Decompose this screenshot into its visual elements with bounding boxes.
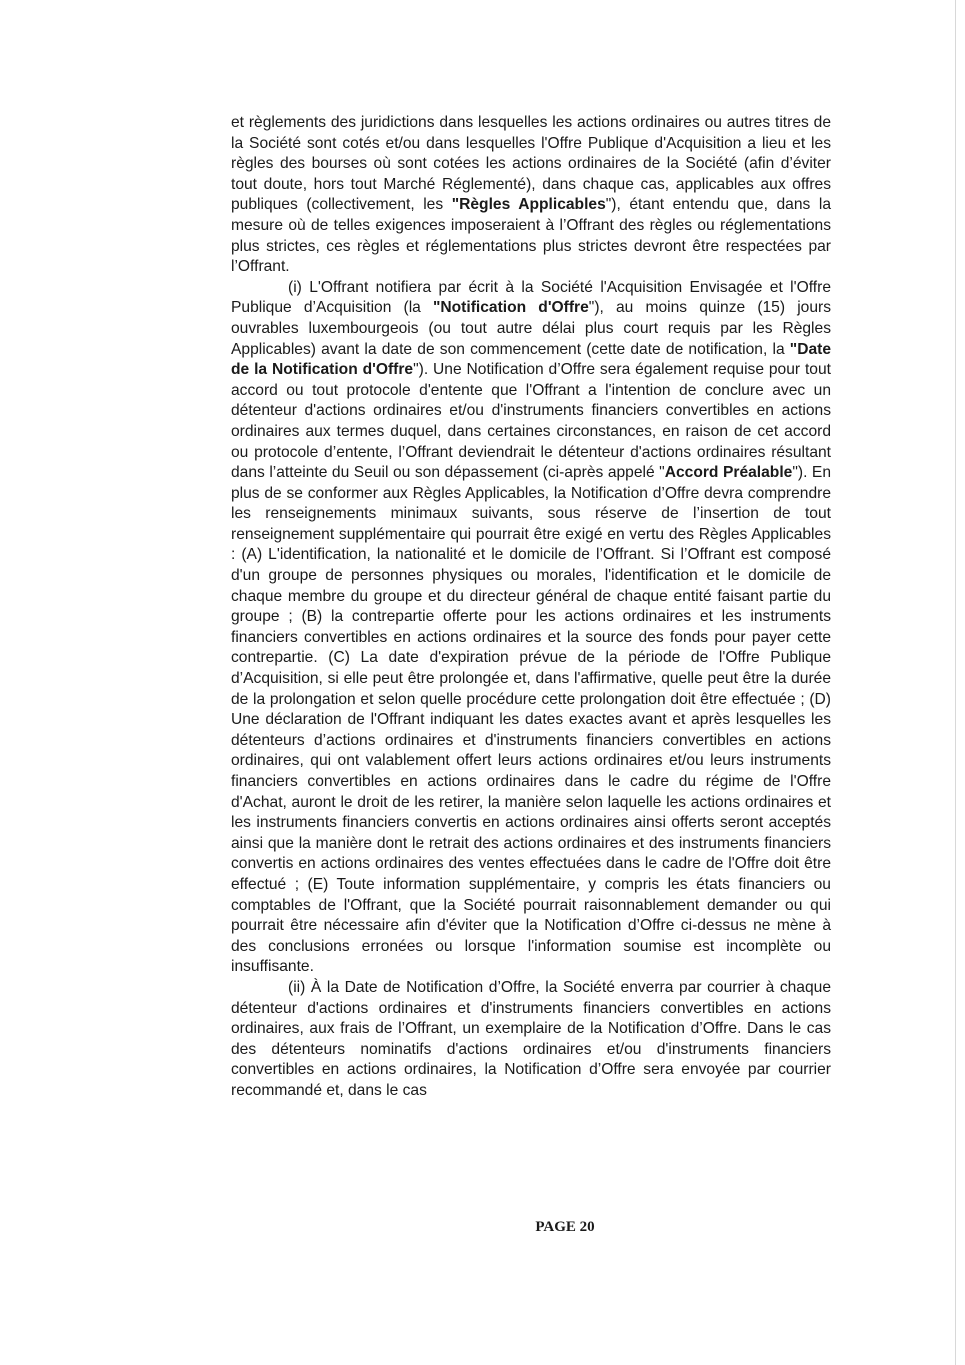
- page-number: PAGE 20: [535, 1219, 595, 1235]
- paragraph-3: [231, 978, 831, 1102]
- document-body: [231, 113, 831, 1102]
- term-date-notification-offre: "Date de la Notification d'Offre: [231, 340, 831, 379]
- term-regles-applicables: "Règles Applicables: [451, 196, 606, 214]
- paragraph-1-text-2: "), étant entendu que, dans la mesure où de telles exigences imposeraient à l’Offrant des règles ou réglementations plus strictes, ces règles et réglementations plus strictes devront être respectées par l’Offrant.: [231, 196, 831, 276]
- paragraph-1: [231, 113, 831, 278]
- term-notification-offre: "Notification d'Offre: [433, 299, 589, 317]
- term-accord-prealable: Accord Préalable: [664, 464, 793, 482]
- paragraph-2-text-4: "). En plus de se conformer aux Règles Applicables, la Notification d’Offre devra comprendre les renseignements minimaux suivants, sous réserve de l’insertion de tout renseignement supplémentaire qui pourrait être exigé en vertu des Règles Applicables : (A) L'identification, la nationalité et le domicile de l’Offrant. Si l’Offrant est composé d'un groupe de personnes physiques ou morales, l'identification et le domicile de chaque membre du groupe et du directeur général de chaque entité faisant partie du groupe ; (B) la contrepartie offerte pour les actions ordinaires et les instruments financiers convertibles en actions ordinaires et la source des fonds pour payer cette contrepartie. (C) La date d'expiration prévue de la période de l'Offre Publique d’Acquisition, si elle peut être prolongée et, dans l'affirmative, quelle peut être la durée de la prolongation et selon quelle procédure cette prolongation doit être effectuée ; (D) Une déclaration de l'Offrant indiquant les dates exactes avant et après lesquelles les détenteurs d’actions ordinaires et d'instruments financiers convertibles en actions ordinaires, qui ont valablement offert leurs actions ordinaires et/ou leurs instruments financiers convertibles en actions ordinaires dans le cadre du régime de l'Offre d'Achat, auront le droit de les retirer, la manière selon laquelle les actions ordinaires et les instruments financiers convertis en actions ordinaires ainsi offerts seront acceptés ainsi que la manière dont le retrait des actions ordinaires et des instruments financiers convertis en actions ordinaires des ventes effectuées dans le cadre de l'Offre doit être effectué ; (E) Toute information supplémentaire, y compris les états financiers ou comptables de l'Offrant, que la Société pourrait raisonnablement demander ou qui pourrait être nécessaire afin d'éviter que la Notification d’Offre ci-dessus ne mène à des conclusions erronées ou lorsque l'information soumise est incomplète ou insuffisante.: [231, 464, 831, 976]
- paragraph-2-text-3: "). Une Notification d’Offre sera également requise pour tout accord ou tout protocole d'entente que l'Offrant a l'intention de conclure avec un détenteur d'actions ordinaires et/ou d'instruments financiers convertibles en actions ordinaires aux termes duquel, dans certaines circonstances, en raison de cet accord ou protocole d’entente, l’Offrant deviendrait le détenteur d'actions ordinaires résultant dans l’atteinte du Seuil ou son dépassement (ci-après appelé ": [231, 361, 831, 482]
- paragraph-1-text-1: et règlements des juridictions dans lesquelles les actions ordinaires ou autres titres de la Société sont cotés et/ou dans lesquelles l'Offre Publique d'Acquisition a lieu et les règles des bourses où sont cotées les actions ordinaires de la Société (afin d’éviter tout doute, hors tout Marché Réglementé), dans chaque cas, applicables aux offres publiques (collectivement, les: [231, 114, 831, 214]
- scan-edge-line: [955, 0, 956, 1365]
- paragraph-3-text-1: (ii) À la Date de Notification d’Offre, la Société enverra par courrier à chaque détenteur d'actions ordinaires et d'instruments financiers convertibles en actions ordinaires, aux frais de l’Offrant, un exemplaire de la Notification d’Offre. Dans le cas des détenteurs nominatifs d'actions ordinaires et/ou d'instruments financiers convertibles en actions ordinaires, la Notification d’Offre sera envoyée par courrier recommandé et, dans le cas: [231, 978, 831, 1099]
- paragraph-2-text-1: (i) L'Offrant notifiera par écrit à la Société l'Acquisition Envisagée et l'Offre Publique d’Acquisition (la: [231, 278, 831, 317]
- paragraph-2: [231, 278, 831, 978]
- paragraph-2-text-2: "), au moins quinze (15) jours ouvrables luxembourgeois (ou tout autre délai plus court requis par les Règles Applicables) avant la date de son commencement (cette date de notification, la: [231, 299, 831, 358]
